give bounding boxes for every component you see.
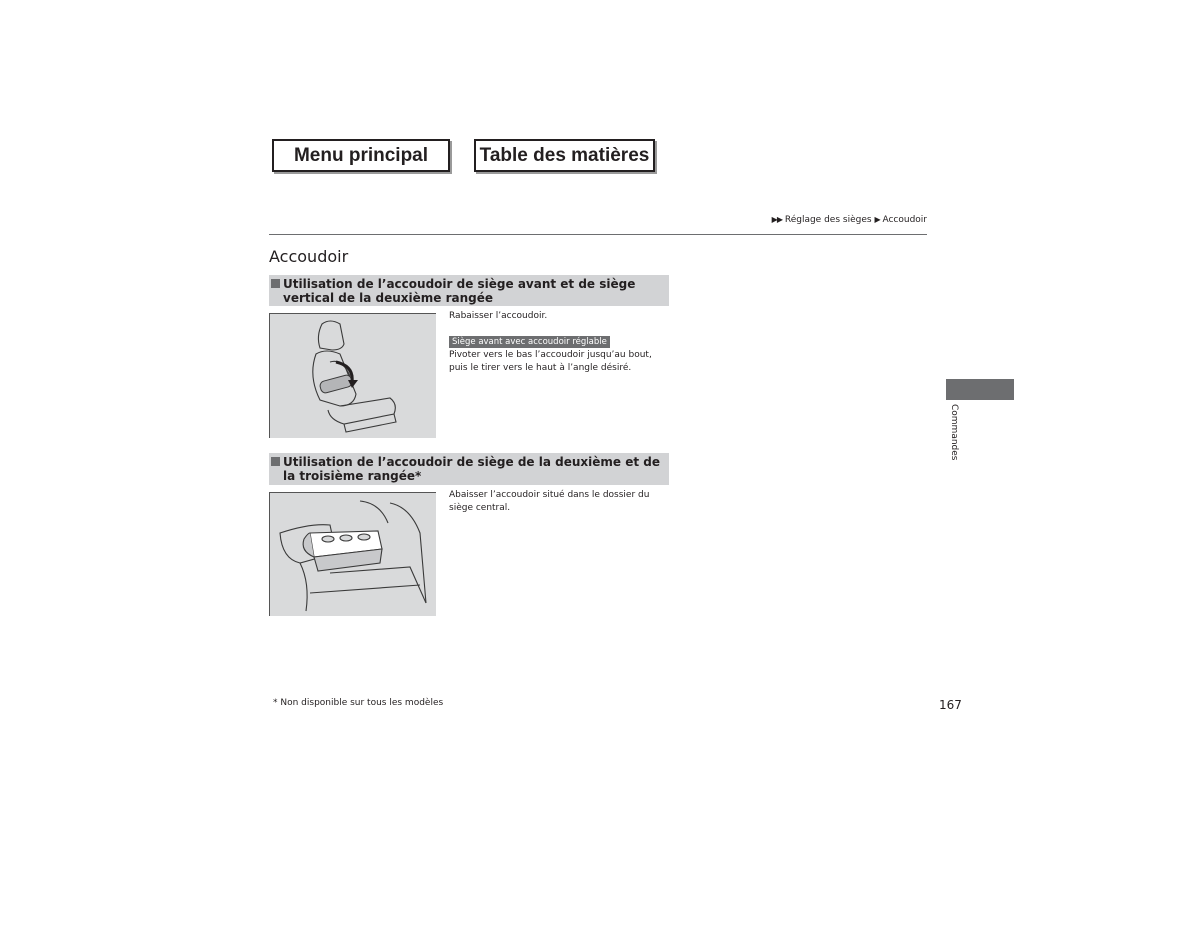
breadcrumb <box>772 215 927 225</box>
model-variant-label: Siège avant avec accoudoir réglable <box>449 336 610 348</box>
arrow-icon: ▶ <box>874 215 880 224</box>
seat-armrest-drawing <box>270 314 436 438</box>
header-divider <box>269 234 927 235</box>
chapter-label: Commandes <box>949 404 959 461</box>
front-seat-armrest-illustration <box>269 313 436 438</box>
instruction-text: Rabaisser l’accoudoir. <box>449 311 548 321</box>
page-title: Accoudoir <box>269 247 349 266</box>
rear-armrest-drawing <box>270 493 436 616</box>
chapter-tab <box>946 379 1014 400</box>
section-heading-rear-armrest <box>269 453 669 485</box>
table-of-contents-button[interactable]: Table des matières <box>474 139 655 172</box>
section-heading-text: Utilisation de l’accoudoir de siège avant et de siège vertical de la deuxième rangée <box>283 277 636 305</box>
section-heading-front-armrest <box>269 275 669 306</box>
breadcrumb-page: Accoudoir <box>882 215 927 225</box>
instruction-text: Pivoter vers le bas l’accoudoir jusqu’au bout, puis le tirer vers le haut à l’angle désiré. <box>449 350 652 373</box>
main-menu-button[interactable]: Menu principal <box>272 139 450 172</box>
page-number: 167 <box>939 698 962 712</box>
rear-seat-armrest-illustration <box>269 492 436 616</box>
instruction-text: Abaisser l’accoudoir situé dans le dossier du siège central. <box>449 490 650 513</box>
section-heading-text: Utilisation de l’accoudoir de siège de la deuxième et de la troisième rangée* <box>283 455 660 483</box>
breadcrumb-section[interactable]: Réglage des sièges <box>784 215 872 225</box>
section-square-icon <box>271 457 280 466</box>
double-arrow-icon: ▶▶ <box>771 215 782 224</box>
footnote: * Non disponible sur tous les modèles <box>273 698 444 708</box>
section-square-icon <box>271 279 280 288</box>
